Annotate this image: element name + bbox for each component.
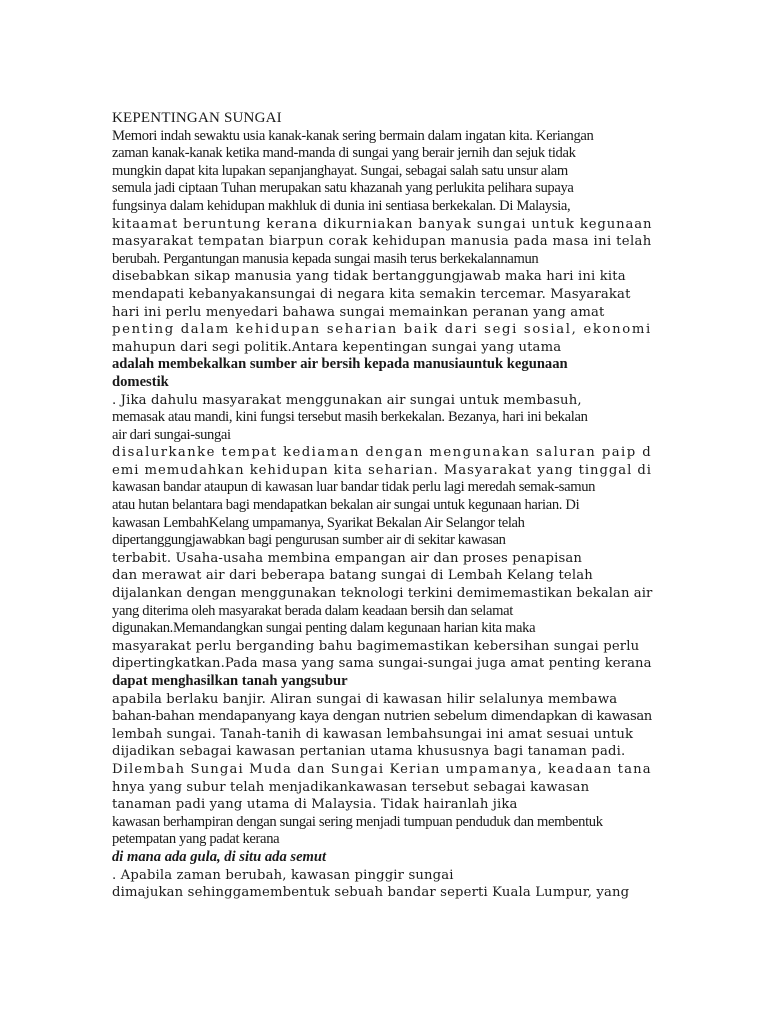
text-line: hnya yang subur telah menjadikankawasan tersebut sebagai kawasan xyxy=(112,779,590,795)
text-line: penting dalam kehidupan seharian baik dari segi sosial, ekonomi xyxy=(112,322,652,338)
text-line: semula jadi ciptaan Tuhan merupakan satu khazanah yang perlukita pelihara supaya xyxy=(112,180,574,197)
emphasis-line: domestik xyxy=(112,373,169,390)
text-line: dimajukan sehinggamembentuk sebuah bandar seperti Kuala Lumpur, yang xyxy=(112,885,630,901)
text-line: bahan-bahan mendapanyang kaya dengan nutrien sebelum dimendapkan di kawasan xyxy=(112,709,652,725)
text-line: digunakan.Memandangkan sungai penting dalam kegunaan harian kita maka xyxy=(112,620,536,637)
text-line: kawasan berhampiran dengan sungai sering menjadi tumpuan penduduk dan membentuk xyxy=(112,813,603,830)
text-line: . Jika dahulu masyarakat menggunakan air sungai untuk membasuh, xyxy=(112,392,582,408)
text-line: dipertanggungjawabkan bagi pengurusan sumber air di sekitar kawasan xyxy=(112,532,506,549)
text-line: atau hutan belantara bagi mendapatkan bekalan air sungai untuk kegunaan harian. Di xyxy=(112,497,580,514)
text-line: lembah sungai. Tanah-tanih di kawasan lembahsungai ini amat sesuai untuk xyxy=(112,726,634,742)
emphasis-line: di mana ada gula, di situ ada semut xyxy=(112,848,327,865)
text-line: Dilembah Sungai Muda dan Sungai Kerian umpamanya, keadaan tana xyxy=(112,761,652,777)
text-line: tanaman padi yang utama di Malaysia. Tidak hairanlah jika xyxy=(112,797,518,813)
text-line: dijadikan sebagai kawasan pertanian utama khususnya bagi tanaman padi. xyxy=(112,744,626,760)
text-line: apabila berlaku banjir. Aliran sungai di kawasan hilir selalunya membawa xyxy=(112,691,618,707)
emphasis-line: dapat menghasilkan tanah yangsubur xyxy=(112,673,348,689)
text-line: Memori indah sewaktu usia kanak-kanak sering bermain dalam ingatan kita. Keriangan xyxy=(112,127,594,144)
text-line: mahupun dari segi politik.Antara kepentingan sungai yang utama xyxy=(112,339,562,355)
document-lines xyxy=(112,128,652,902)
text-line: mendapati kebanyakansungai di negara kita semakin tercemar. Masyarakat xyxy=(112,286,631,302)
text-line: zaman kanak-kanak ketika mand-manda di sungai yang berair jernih dan sejuk tidak xyxy=(112,145,576,162)
text-line: terbabit. Usaha-usaha membina empangan air dan proses penapisan xyxy=(112,550,583,566)
emphasis-line: adalah membekalkan sumber air bersih kepada manusiauntuk kegunaan xyxy=(112,356,568,373)
text-line: hari ini perlu menyedari bahawa sungai memainkan peranan yang amat xyxy=(112,304,605,320)
text-line: yang diterima oleh masyarakat berada dalam keadaan bersih dan selamat xyxy=(112,602,513,619)
text-line: masyarakat tempatan biarpun corak kehidupan manusia pada masa ini telah xyxy=(112,234,652,250)
text-line: petempatan yang padat kerana xyxy=(112,831,280,848)
text-line: memasak atau mandi, kini fungsi tersebut masih berkekalan. Bezanya, hari ini bekalan xyxy=(112,409,588,426)
text-line: emi memudahkan kehidupan kita seharian. Masyarakat yang tinggal di xyxy=(112,462,652,478)
text-line: kawasan bandar ataupun di kawasan luar bandar tidak perlu lagi meredah semak-samun xyxy=(112,479,596,496)
text-line: dipertingkatkan.Pada masa yang sama sungai-sungai juga amat penting kerana xyxy=(112,656,652,672)
text-line: kawasan LembahKelang umpamanya, Syarikat Bekalan Air Selangor telah xyxy=(112,514,525,531)
text-line: dijalankan dengan menggunakan teknologi terkini demimemastikan bekalan air xyxy=(112,586,653,602)
text-line: berubah. Pergantungan manusia kepada sungai masih terus berkekalannamun xyxy=(112,250,539,267)
text-line: disebabkan sikap manusia yang tidak bertanggungjawab maka hari ini kita xyxy=(112,269,626,285)
text-line: dan merawat air dari beberapa batang sungai di Lembah Kelang telah xyxy=(112,568,593,584)
text-line: fungsinya dalam kehidupan makhluk di dunia ini sentiasa berkekalan. Di Malaysia, xyxy=(112,197,571,214)
text-line: air dari sungai-sungai xyxy=(112,426,231,443)
document-title: KEPENTINGAN SUNGAI xyxy=(112,110,282,126)
text-line: masyarakat perlu berganding bahu bagimemastikan kebersihan sungai perlu xyxy=(112,638,640,654)
text-line: disalurkanke tempat kediaman dengan mengunakan saluran paip d xyxy=(112,445,653,461)
text-line: . Apabila zaman berubah, kawasan pinggir sungai xyxy=(112,867,454,883)
text-line: kitaamat beruntung kerana dikurniakan banyak sungai untuk kegunaan xyxy=(112,216,653,232)
document-body xyxy=(112,110,652,902)
text-line: mungkin dapat kita lupakan sepanjanghayat. Sungai, sebagai salah satu unsur alam xyxy=(112,162,568,179)
